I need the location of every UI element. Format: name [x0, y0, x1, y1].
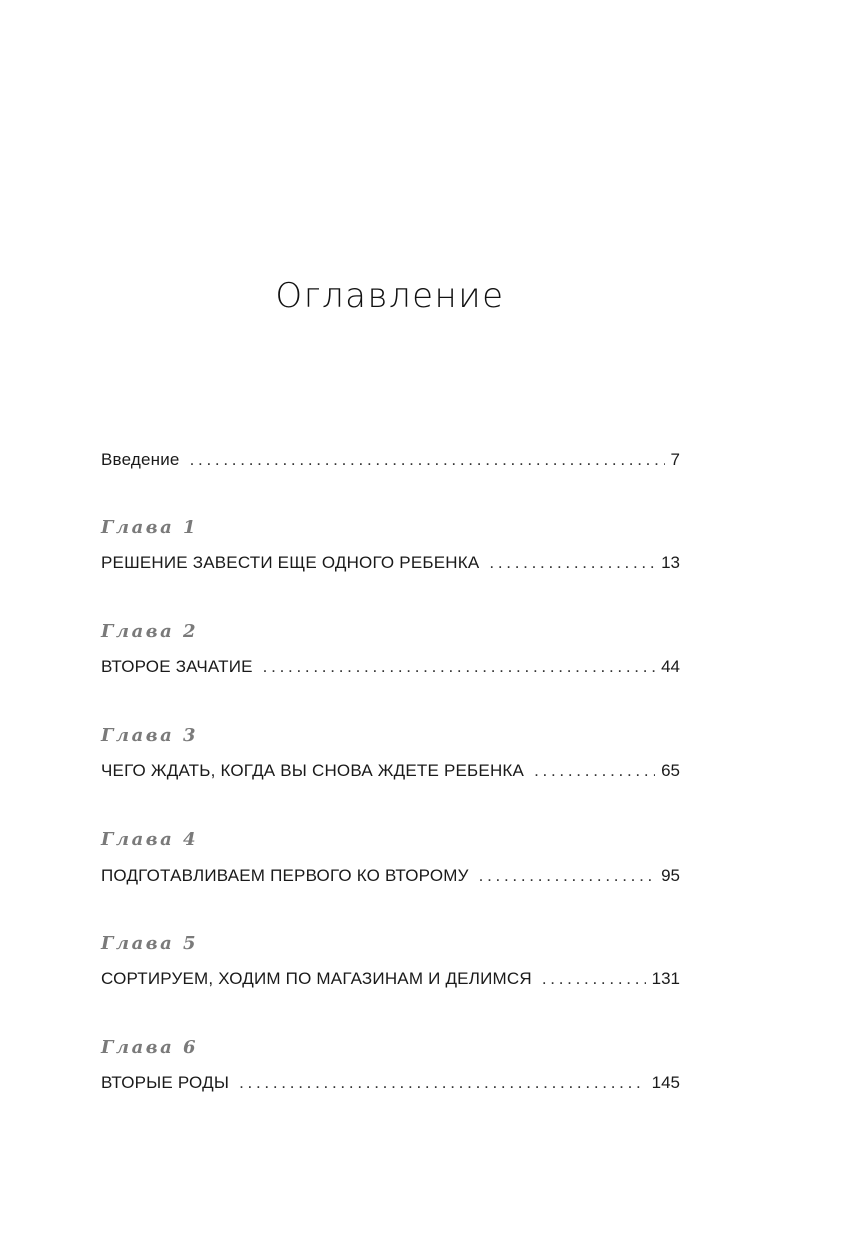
toc-entry-page: 13	[661, 553, 680, 572]
toc-entry-chapter-4[interactable]	[101, 866, 680, 890]
toc-entry-label: ВТОРОЕ ЗАЧАТИЕ	[101, 657, 253, 676]
chapter-label: Глава 5	[101, 933, 199, 954]
chapter-label: Глава 3	[101, 725, 199, 746]
toc-entry-chapter-3[interactable]	[101, 761, 680, 785]
toc-entry-chapter-6[interactable]	[101, 1073, 680, 1097]
toc-entry-label: СОРТИРУЕМ, ХОДИМ ПО МАГАЗИНАМ И ДЕЛИМСЯ	[101, 969, 532, 988]
page-title: Оглавление	[275, 276, 505, 316]
chapter-label: Глава 6	[101, 1037, 199, 1058]
toc-entry-chapter-2[interactable]	[101, 657, 680, 681]
toc-entry-chapter-5[interactable]	[101, 969, 680, 993]
toc-entry-page: 95	[661, 866, 680, 885]
chapter-label: Глава 4	[101, 829, 199, 850]
toc-entry-page: 44	[661, 657, 680, 676]
toc-leader-dots	[190, 450, 665, 470]
toc-entry-label: Введение	[101, 450, 180, 469]
toc-entry-label: ПОДГОТАВЛИВАЕМ ПЕРВОГО КО ВТОРОМУ	[101, 866, 469, 885]
chapter-label: Глава 2	[101, 621, 199, 642]
chapter-label: Глава 1	[101, 517, 199, 538]
toc-leader-dots	[263, 657, 655, 677]
toc-leader-dots	[489, 553, 655, 573]
toc-leader-dots	[534, 761, 655, 781]
toc-entry-page: 145	[651, 1073, 680, 1092]
toc-entry-intro[interactable]	[101, 450, 680, 474]
toc-leader-dots	[479, 866, 655, 886]
toc-entry-label: РЕШЕНИЕ ЗАВЕСТИ ЕЩЕ ОДНОГО РЕБЕНКА	[101, 553, 480, 572]
toc-entry-label: ЧЕГО ЖДАТЬ, КОГДА ВЫ СНОВА ЖДЕТЕ РЕБЕНКА	[101, 761, 525, 780]
toc-entry-chapter-1[interactable]	[101, 553, 680, 577]
toc-leader-dots	[542, 969, 646, 989]
toc-entry-page: 131	[651, 969, 680, 988]
toc-entry-page: 65	[661, 761, 680, 780]
toc-entry-label: ВТОРЫЕ РОДЫ	[101, 1073, 230, 1092]
toc-leader-dots	[239, 1073, 646, 1093]
toc-entry-page: 7	[670, 450, 680, 469]
